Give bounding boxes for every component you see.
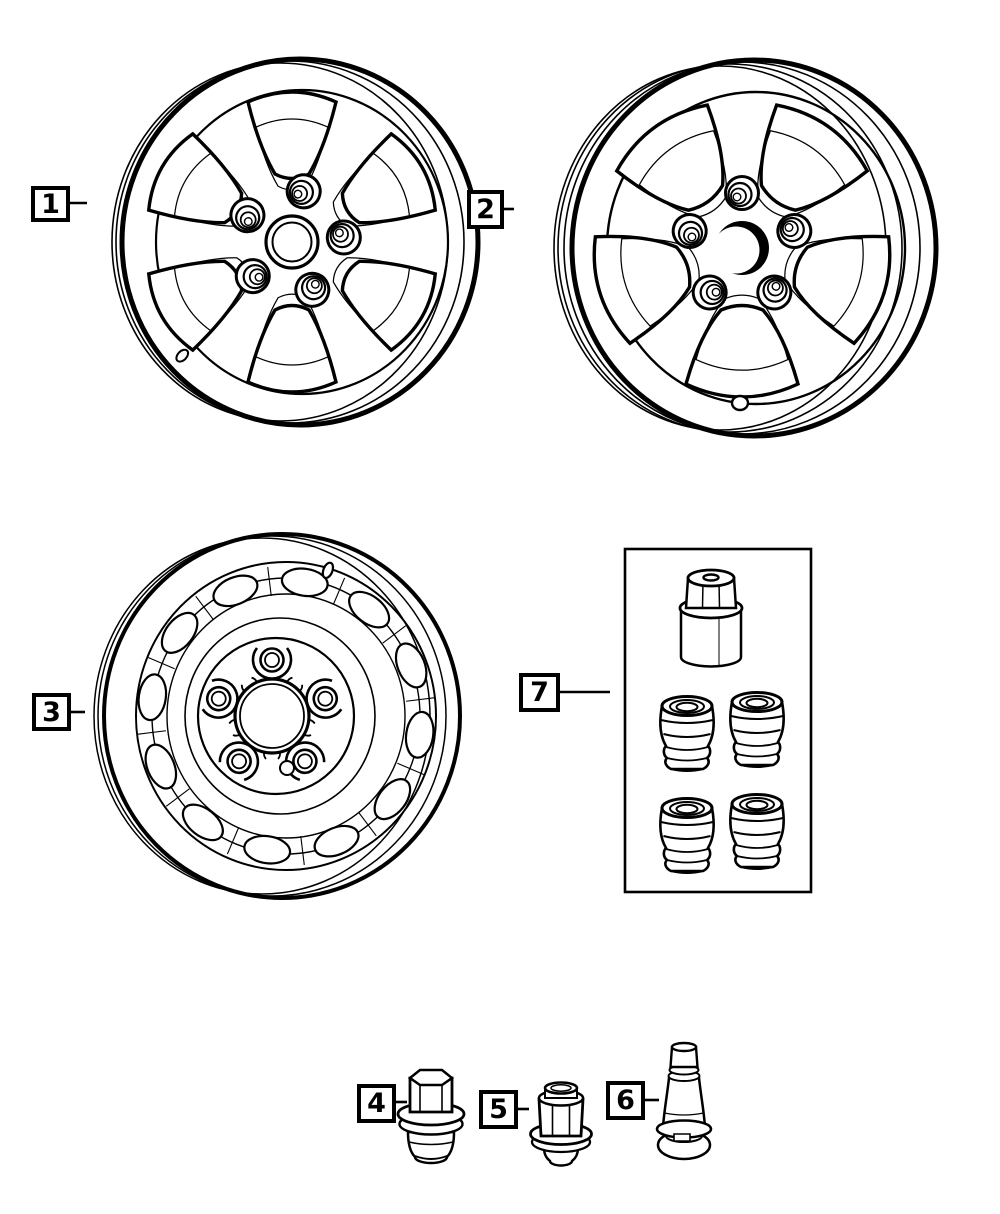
alloy-wheel-6-spoke-drawing[interactable] [112, 59, 478, 425]
callout-label: 1 [41, 188, 60, 220]
callout-7[interactable] [519, 673, 560, 712]
callout-4[interactable] [357, 1084, 396, 1123]
lock-nut [660, 697, 713, 772]
valve-stem-drawing[interactable] [657, 1043, 711, 1159]
callout-label: 5 [489, 1094, 508, 1125]
callout-label: 3 [42, 696, 61, 728]
lock-nut [730, 693, 783, 768]
callout-1[interactable] [31, 186, 70, 222]
alloy-wheel-5-spoke-drawing[interactable] [554, 60, 936, 436]
callout-label: 2 [476, 194, 495, 225]
lock-nut [730, 795, 783, 870]
capped-lug-nut-drawing[interactable] [531, 1083, 592, 1166]
callout-label: 6 [616, 1085, 635, 1116]
callout-label: 4 [367, 1088, 386, 1119]
leader-lines [70, 203, 659, 1109]
callout-6[interactable] [606, 1081, 645, 1120]
wheel-lock-kit-drawing[interactable] [625, 549, 811, 892]
steel-wheel-drawing[interactable] [94, 534, 460, 898]
lock-nut [660, 799, 713, 874]
wheel-lock-key [680, 570, 742, 667]
callout-5[interactable] [479, 1090, 518, 1129]
callout-label: 7 [530, 677, 549, 708]
callout-2[interactable] [467, 190, 504, 229]
callout-3[interactable] [32, 693, 71, 731]
flanged-lug-nut-drawing[interactable] [398, 1070, 464, 1163]
